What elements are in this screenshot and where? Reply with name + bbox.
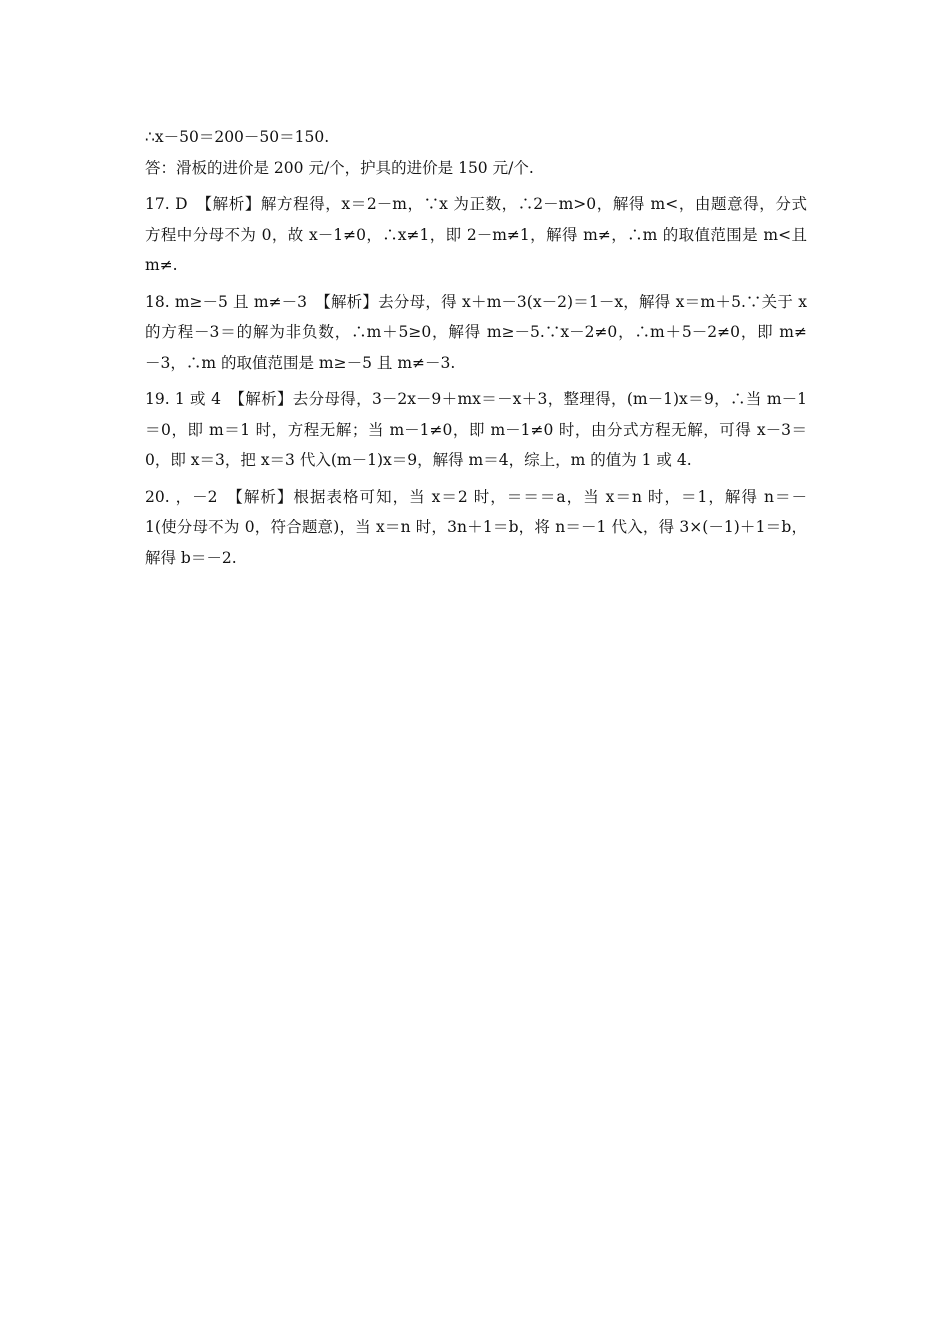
answer-17-line-3: m≠. xyxy=(145,256,178,274)
answer-17-line-1: 17. D 【解析】解方程得，x＝2－m，∵x 为正数，∴2－m>0，解得 m<，由题意得，分式 xyxy=(145,195,807,213)
answer-19-line-1: 19. 1 或 4 【解析】去分母得，3－2x－9＋mx＝－x＋3，整理得，(m－1)x＝9，∴当 m－1 xyxy=(145,390,807,408)
answer-17-line-2: 方程中分母不为 0，故 x－1≠0，∴x≠1，即 2－m≠1，解得 m≠，∴m 的取值范围是 m<且 xyxy=(145,225,807,244)
answer-19-line-3: 0，即 x＝3，把 x＝3 代入(m－1)x＝9，解得 m＝4，综上，m 的值为 1 或 4. xyxy=(145,451,692,469)
answer-18-line-2: 的方程－3＝的解为非负数，∴m＋5≥0，解得 m≥－5.∵x－2≠0，∴m＋5－2≠0，即 m≠ xyxy=(145,323,807,341)
answer-19-line-2: ＝0，即 m＝1 时，方程无解；当 m－1≠0，即 m－1≠0 时，由分式方程无解，可得 x－3＝ xyxy=(145,420,807,439)
text-line: 答：滑板的进价是 200 元/个，护具的进价是 150 元/个. xyxy=(145,158,534,177)
answer-18-line-1: 18. m≥－5 且 m≠－3 【解析】去分母，得 x＋m－3(x－2)＝1－x，解得 x＝m＋5.∵关于 x xyxy=(145,292,807,311)
answer-20-line-1: 20. ，－2 【解析】根据表格可知，当 x＝2 时，＝＝＝a，当 x＝n 时，＝1，解得 n＝－ xyxy=(145,487,807,506)
answer-text-block xyxy=(145,122,807,573)
answer-20-line-2: 1(使分母不为 0，符合题意)，当 x＝n 时，3n＋1＝b，将 n＝－1 代入，得 3×(－1)＋1＝b， xyxy=(145,518,807,536)
text-line: ∴x－50＝200－50＝150. xyxy=(145,128,330,146)
answer-18-line-3: －3，∴m 的取值范围是 m≥－5 且 m≠－3. xyxy=(145,353,456,372)
answer-20-line-3: 解得 b＝－2. xyxy=(145,548,237,567)
